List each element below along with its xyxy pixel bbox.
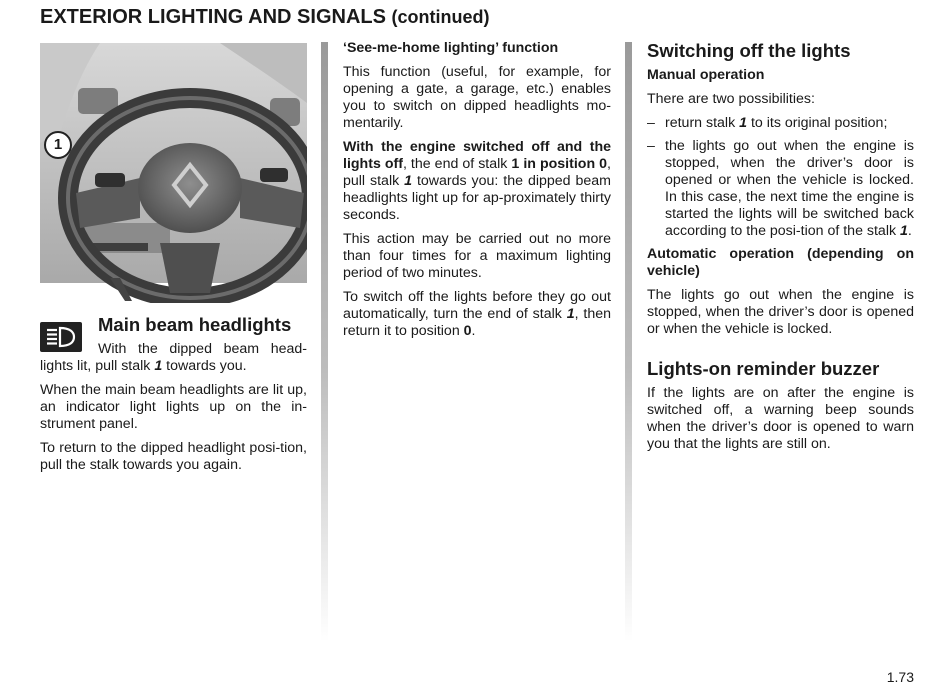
see-me-home-paragraph-1: This function (useful, for example, for opening a gate, a garage, etc.) enables you to switch on dipped headlights mo-mentarily. bbox=[343, 64, 611, 131]
switching-off-heading: Switching off the lights bbox=[647, 40, 851, 61]
see-me-home-paragraph-4: To switch off the lights before they go out automatically, turn the end of stalk 1, then return it to position 0. bbox=[343, 289, 611, 339]
buzzer-text: If the lights are on after the engine is switched off, a warning beep sounds when the driver’s door is opened to warn you that the lights are still on. bbox=[647, 385, 914, 452]
page-title-suffix: (continued) bbox=[391, 7, 490, 27]
column-see-me-home bbox=[343, 40, 611, 347]
see-me-home-paragraph-3: This action may be carried out no more than four times for a maximum lighting period of two minutes. bbox=[343, 231, 611, 281]
page-title bbox=[40, 6, 489, 29]
see-me-home-heading: ‘See-me-home lighting’ function bbox=[343, 40, 559, 56]
column-main-beam bbox=[40, 314, 307, 481]
list-item: – the lights go out when the engine is stopped, when the driver’s door is opened or when the vehicle is locked. In this case, the next time the engine is started the lights will be switched back according to the posi-tion of the stalk 1. bbox=[647, 138, 914, 239]
main-beam-paragraph-2: When the main beam headlights are lit up, an indicator light lights up on the in-strument panel. bbox=[40, 382, 307, 432]
steering-wheel-illustration bbox=[40, 43, 307, 303]
main-beam-heading: Main beam headlights bbox=[98, 314, 292, 335]
column-divider-2 bbox=[625, 42, 632, 642]
list-item: – return stalk 1 to its original position; bbox=[647, 115, 888, 131]
steering-wheel-figure bbox=[40, 43, 307, 303]
see-me-home-paragraph-2: With the engine switched off and the lights off, the end of stalk 1 in position 0, pull stalk 1 towards you: the dipped beam headlights light up for ap-proximately thirty seconds. bbox=[343, 139, 611, 223]
page-number: 1.73 bbox=[886, 669, 914, 685]
automatic-operation-heading: Automatic operation (depending on vehicle) bbox=[647, 246, 914, 279]
main-beam-paragraph-1: With the dipped beam head-lights lit, pull stalk 1 towards you. bbox=[40, 341, 307, 374]
main-beam-paragraph-3: To return to the dipped headlight posi-tion, pull the stalk towards you again. bbox=[40, 440, 307, 473]
manual-operation-heading: Manual operation bbox=[647, 67, 765, 83]
buzzer-heading: Lights-on reminder buzzer bbox=[647, 358, 880, 379]
column-switching-off bbox=[647, 40, 914, 460]
automatic-operation-text: The lights go out when the engine is stopped, when the driver’s door is opened or when the vehicle is locked. bbox=[647, 287, 914, 337]
column-divider-1 bbox=[321, 42, 328, 642]
manual-operation-intro: There are two possibilities: bbox=[647, 91, 815, 107]
callout-stalk-1: 1 bbox=[44, 131, 72, 159]
page-title-main: EXTERIOR LIGHTING AND SIGNALS bbox=[40, 6, 386, 28]
